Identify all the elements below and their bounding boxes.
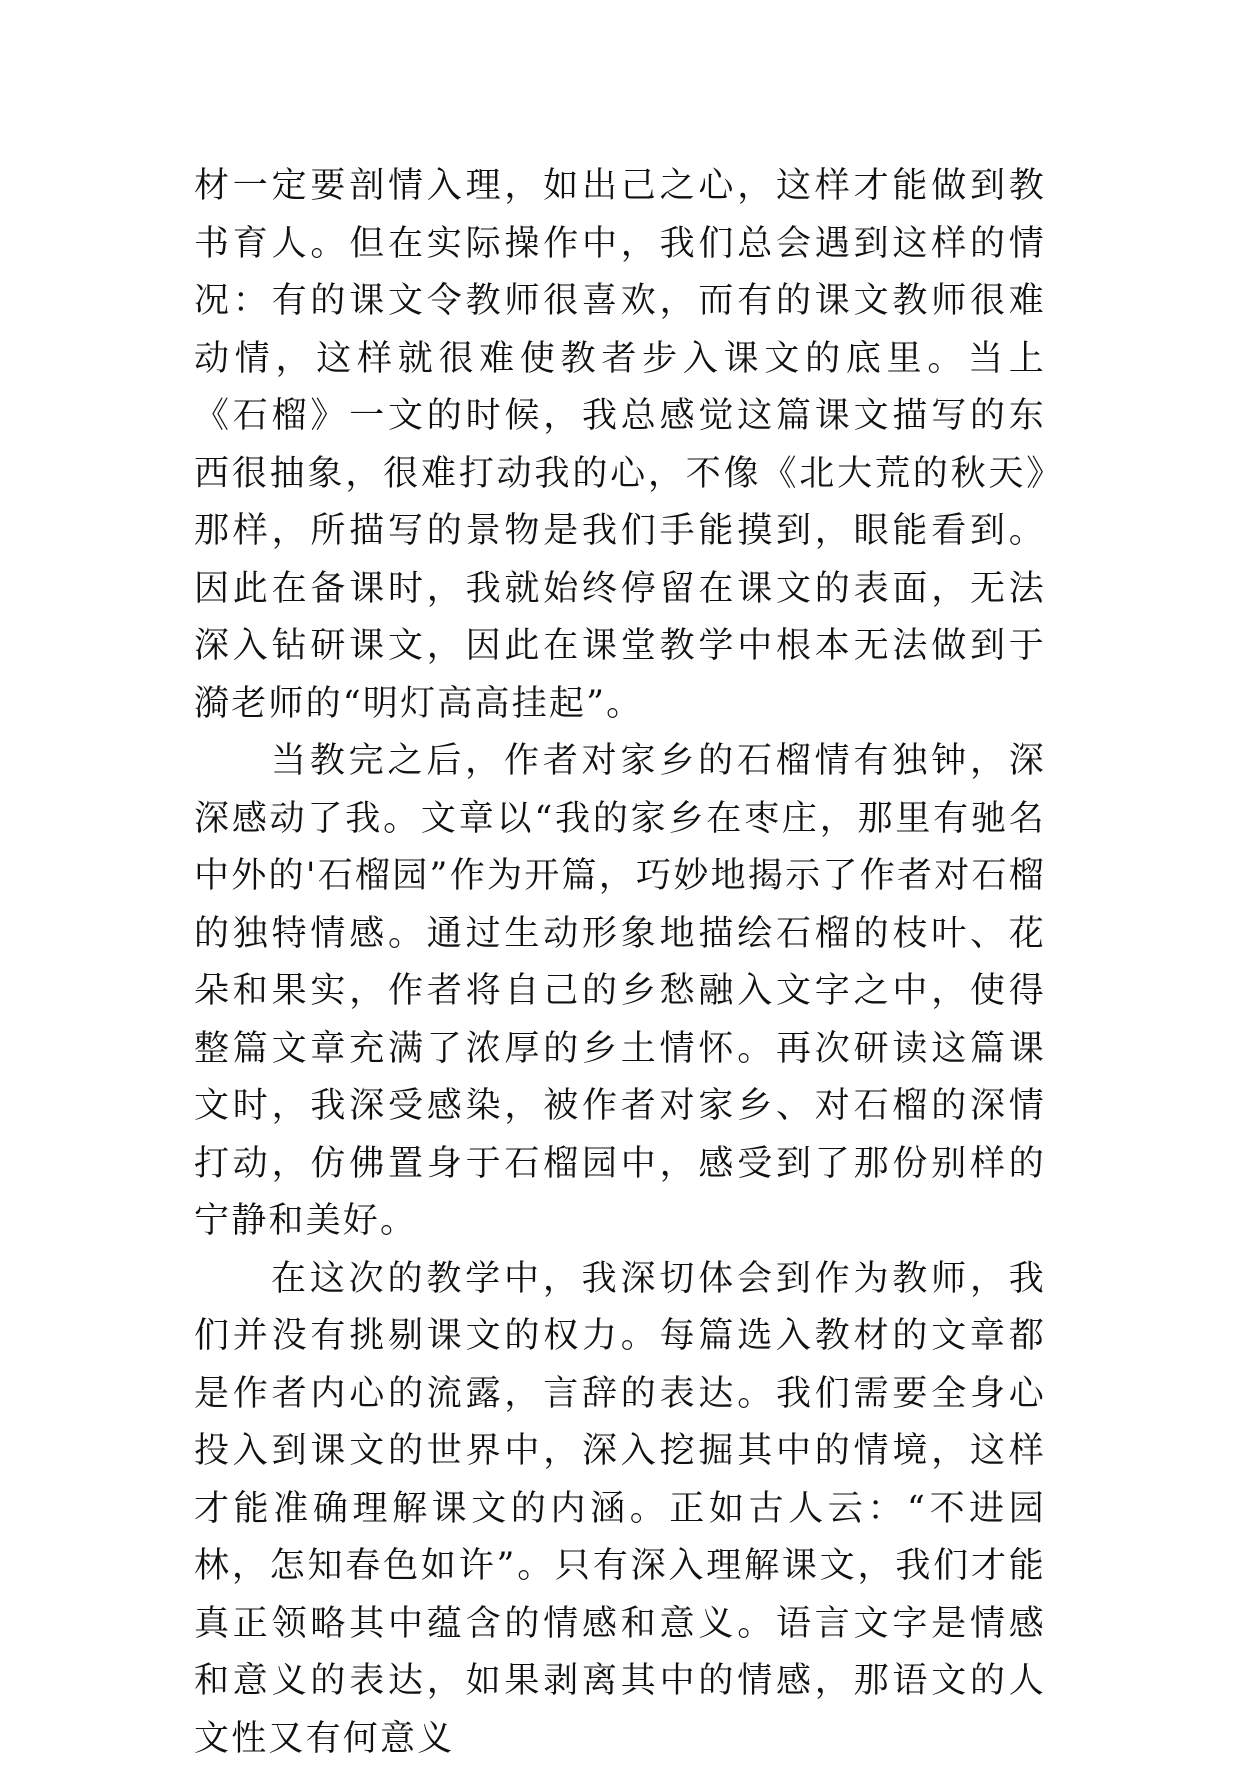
paragraph-2: 当教完之后，作者对家乡的石榴情有独钟，深深感动了我。文章以“我的家乡在枣庄，那里有驰名中外的'石榴园”作为开篇，巧妙地揭示了作者对石榴的独特情感。通过生动形象地描绘石榴的枝叶、花朵和果实，作者将自己的乡愁融入文字之中，使得整篇文章充满了浓厚的乡土情怀。再次研读这篇课文时，我深受感染，被作者对家乡、对石榴的深情打动，仿佛置身于石榴园中，感受到了那份别样的宁静和美好。 (194, 733, 1046, 1251)
body-text (194, 158, 1046, 1768)
paragraph-3: 在这次的教学中，我深切体会到作为教师，我们并没有挑剔课文的权力。每篇选入教材的文章都是作者内心的流露，言辞的表达。我们需要全身心投入到课文的世界中，深入挖掘其中的情境，这样才能准确理解课文的内涵。正如古人云：“不进园林，怎知春色如许”。只有深入理解课文，我们才能真正领略其中蕴含的情感和意义。语言文字是情感和意义的表达，如果剥离其中的情感，那语文的人文性又有何意义 (194, 1251, 1046, 1768)
paragraph-continuation: 材一定要剖情入理，如出己之心，这样才能做到教书育人。但在实际操作中，我们总会遇到这样的情况：有的课文令教师很喜欢，而有的课文教师很难动情，这样就很难使教者步入课文的底里。当上《石榴》一文的时候，我总感觉这篇课文描写的东西很抽象，很难打动我的心，不像《北大荒的秋天》那样，所描写的景物是我们手能摸到，眼能看到。因此在备课时，我就始终停留在课文的表面，无法深入钻研课文，因此在课堂教学中根本无法做到于漪老师的“明灯高高挂起”。 (194, 158, 1046, 733)
